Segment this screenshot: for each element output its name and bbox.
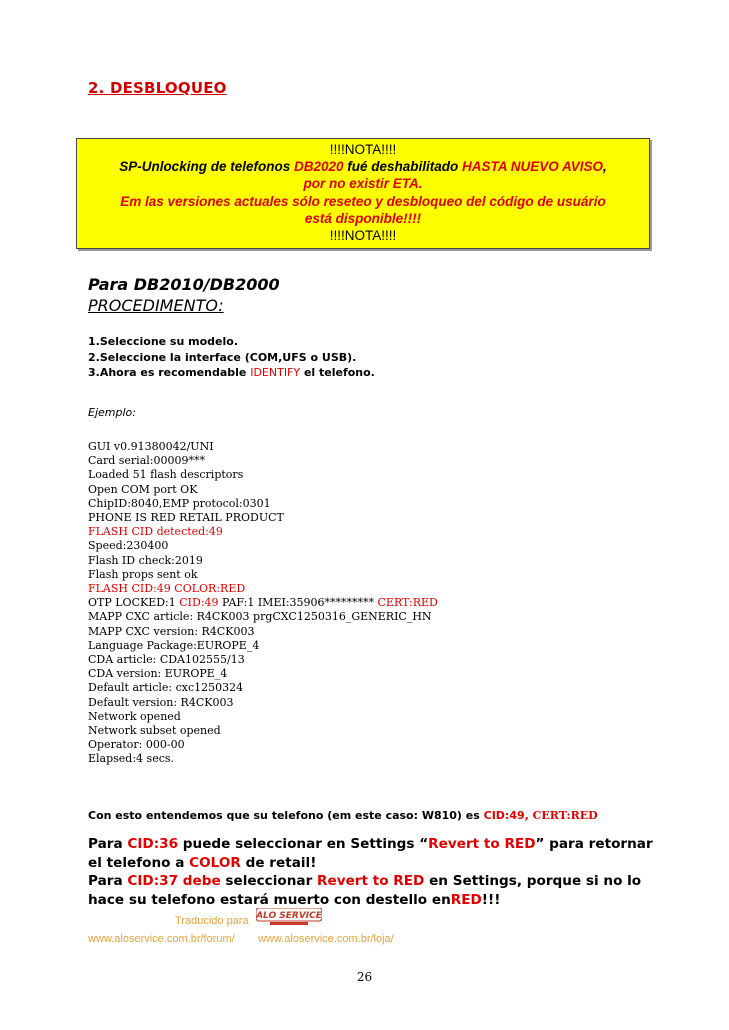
instruction-line-2: el telefono a COLOR de retail!: [88, 854, 317, 871]
log-line: CDA article: CDA102555/13: [88, 653, 245, 667]
log-line: Default version: R4CK003: [88, 695, 234, 709]
example-label: Ejemplo:: [88, 406, 136, 419]
forum-link[interactable]: www.aloservice.com.br/forum/: [88, 933, 235, 945]
log-line: Open COM port OK: [88, 482, 198, 496]
log-line: CDA version: EUROPE_4: [88, 667, 228, 681]
instructions-paragraph: [88, 835, 653, 909]
model-title: Para DB2010/DB2000: [88, 275, 280, 294]
step-2: 2.Seleccione la interface (COM,UFS o USB).: [88, 350, 357, 364]
log-line: Operator: 000-00: [88, 738, 185, 752]
log-line: Flash props sent ok: [88, 567, 198, 581]
log-output: [88, 440, 438, 767]
conclusion-text: Con esto entendemos que su telefono (em este caso: W810) es CID:49, CERT:RED: [88, 809, 598, 822]
page-number: 26: [356, 970, 373, 984]
note-box: [76, 138, 650, 249]
instruction-line-4: hace su telefono estará muerto con destello enRED!!!: [88, 891, 501, 908]
log-line: MAPP CXC version: R4CK003: [88, 624, 255, 638]
note-line-4: está disponible!!!!: [304, 211, 422, 226]
note-footer: !!!!NOTA!!!!: [329, 228, 397, 243]
log-line: PHONE IS RED RETAIL PRODUCT: [88, 511, 284, 525]
instruction-line-3: Para CID:37 debe seleccionar Revert to RED en Settings, porque si no lo: [88, 873, 642, 889]
note-line-3: Em las versiones actuales sólo reseteo y desbloqueo del código de usuário: [120, 194, 606, 209]
shop-link[interactable]: www.aloservice.com.br/loja/: [258, 933, 394, 945]
log-line: Default article: cxc1250324: [88, 681, 244, 695]
step-1: 1.Seleccione su modelo.: [88, 335, 239, 348]
note-line-1: SP-Unlocking de telefonos DB2020 fué deshabilitado HASTA NUEVO AVISO,: [119, 159, 607, 174]
log-line: MAPP CXC article: R4CK003 prgCXC1250316_GENERIC_HN: [88, 610, 432, 624]
logo-text: ALO SERVICE: [256, 911, 322, 921]
step-3: 3.Ahora es recomendable IDENTIFY el telefono.: [88, 366, 375, 379]
log-line: Language Package:EUROPE_4: [88, 638, 260, 652]
procedure-steps: [88, 334, 375, 381]
log-line: Flash ID check:2019: [88, 553, 203, 567]
procedure-title: PROCEDIMENTO:: [88, 296, 224, 315]
log-line: Network subset opened: [88, 724, 221, 738]
log-line: Network opened: [88, 709, 181, 723]
log-line: Loaded 51 flash descriptors: [88, 468, 244, 482]
section-title: 2. DESBLOQUEO: [88, 79, 227, 97]
note-line-2: por no existir ETA.: [303, 176, 423, 191]
log-line: FLASH CID:49 COLOR:RED: [88, 582, 246, 596]
log-line: OTP LOCKED:1 CID:49 PAF:1 IMEI:35906********* CERT:RED: [88, 596, 438, 610]
aloservice-logo: [256, 908, 322, 927]
log-line: FLASH CID detected:49: [88, 525, 223, 539]
log-line: Elapsed:4 secs.: [88, 752, 175, 766]
log-line: Speed:230400: [88, 539, 169, 553]
log-line: ChipID:8040,EMP protocol:0301: [88, 496, 271, 510]
log-line: Card serial:00009***: [88, 454, 205, 468]
log-line: GUI v0.91380042/UNI: [88, 440, 214, 453]
translated-for-label: Traducido para: [175, 915, 249, 927]
instruction-line-1: Para CID:36 puede seleccionar en Settings “Revert to RED” para retornar: [88, 836, 653, 852]
note-header: !!!!NOTA!!!!: [329, 142, 397, 157]
